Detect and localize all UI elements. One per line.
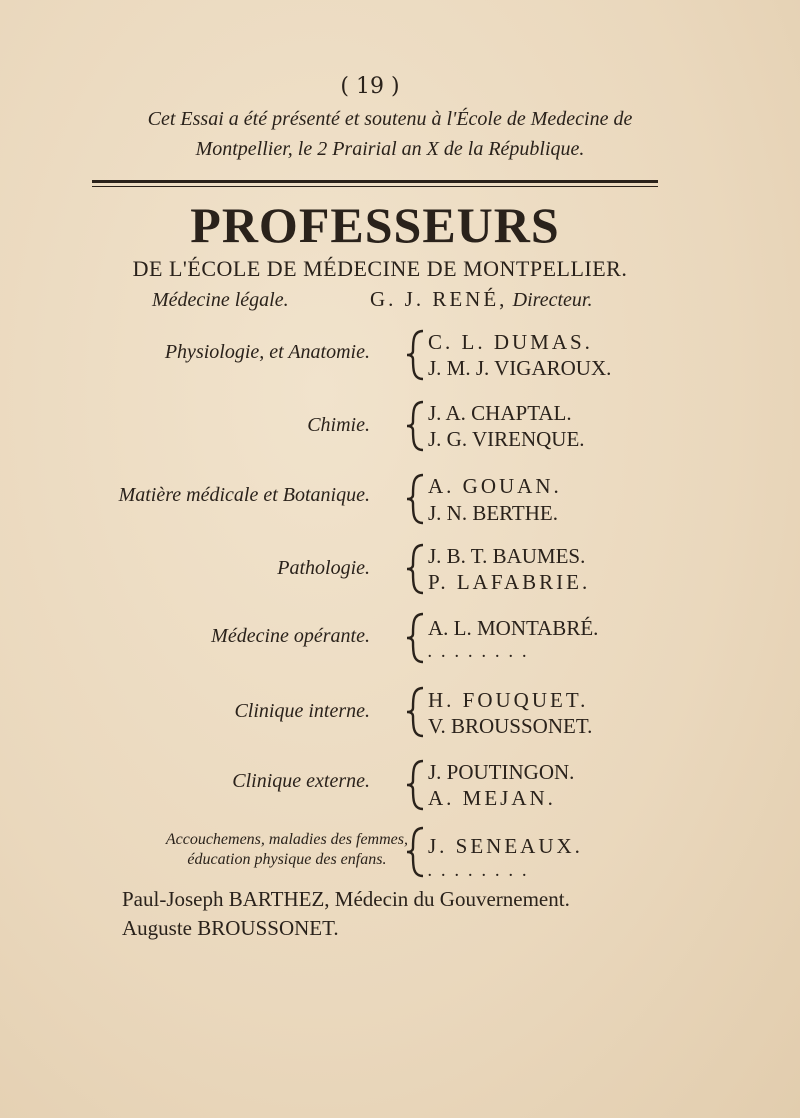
professor-name: H. FOUQUET. — [428, 688, 589, 712]
professor-name: A. GOUAN. — [428, 474, 562, 498]
government-line-2: Auguste BROUSSONET. — [122, 916, 339, 940]
professor-name: J. M. J. VIGAROUX. — [428, 356, 612, 380]
double-rule-thick — [92, 180, 658, 183]
page-subtitle: DE L'ÉCOLE DE MÉDECINE DE MONTPELLIER. — [132, 256, 628, 281]
professor-name: J. SENEAUX. — [428, 834, 583, 858]
brace-icon — [404, 473, 426, 525]
brace-icon — [404, 759, 426, 811]
government-line-1: Paul-Joseph BARTHEZ, Médecin du Gouvernement. — [122, 887, 570, 911]
professor-name: C. L. DUMAS. — [428, 330, 593, 354]
chair-subject: Clinique externe. — [232, 770, 370, 792]
chair-subject: Chimie. — [307, 414, 370, 436]
intro-line-1: Cet Essai a été présenté et soutenu à l'École de Medecine de — [147, 108, 633, 130]
accouchemens-subject — [166, 830, 408, 870]
director-line — [370, 287, 592, 312]
director-name: G. J. RENÉ, — [370, 287, 508, 311]
professor-name: A. MEJAN. — [428, 786, 556, 810]
director-role: Directeur. — [512, 289, 593, 311]
professor-name: V. BROUSSONET. — [428, 714, 593, 738]
chair-subject: Physiologie, et Anatomie. — [164, 341, 370, 363]
brace-icon — [404, 612, 426, 664]
intro-text — [60, 104, 720, 164]
brace-icon — [404, 543, 426, 595]
intro-line-2: Montpellier, le 2 Prairial an X de la République. — [195, 138, 585, 160]
professor-name: P. LAFABRIE. — [428, 570, 591, 594]
double-rule-thin — [92, 186, 658, 187]
brace-icon — [404, 686, 426, 738]
brace-icon — [404, 400, 426, 452]
vacant-dots: ........ — [428, 865, 536, 880]
accouchemens-line-2: éducation physique des enfans. — [187, 851, 387, 868]
professor-name: J. POUTINGON. — [428, 760, 575, 784]
chair-subject: Matière médicale et Botanique. — [118, 484, 370, 506]
brace-icon — [404, 329, 426, 381]
chair-subject: Clinique interne. — [234, 700, 370, 722]
page-number: ( 19 ) — [340, 74, 400, 99]
page-title: PROFESSEURS — [190, 197, 560, 253]
chair-subject: Médecine opérante. — [211, 625, 370, 647]
brace-icon — [404, 826, 426, 878]
professor-name: J. N. BERTHE. — [428, 501, 558, 525]
chair-subject: Pathologie. — [277, 557, 370, 579]
vacant-dots: ........ — [428, 646, 536, 661]
medecine-legale-subject: Médecine légale. — [152, 289, 289, 311]
professor-name: J. B. T. BAUMES. — [428, 544, 586, 568]
professor-name: A. L. MONTABRÉ. — [428, 616, 599, 640]
accouchemens-line-1: Accouchemens, maladies des femmes, — [165, 831, 408, 848]
professor-name: J. G. VIRENQUE. — [428, 427, 585, 451]
professor-name: J. A. CHAPTAL. — [428, 401, 572, 425]
